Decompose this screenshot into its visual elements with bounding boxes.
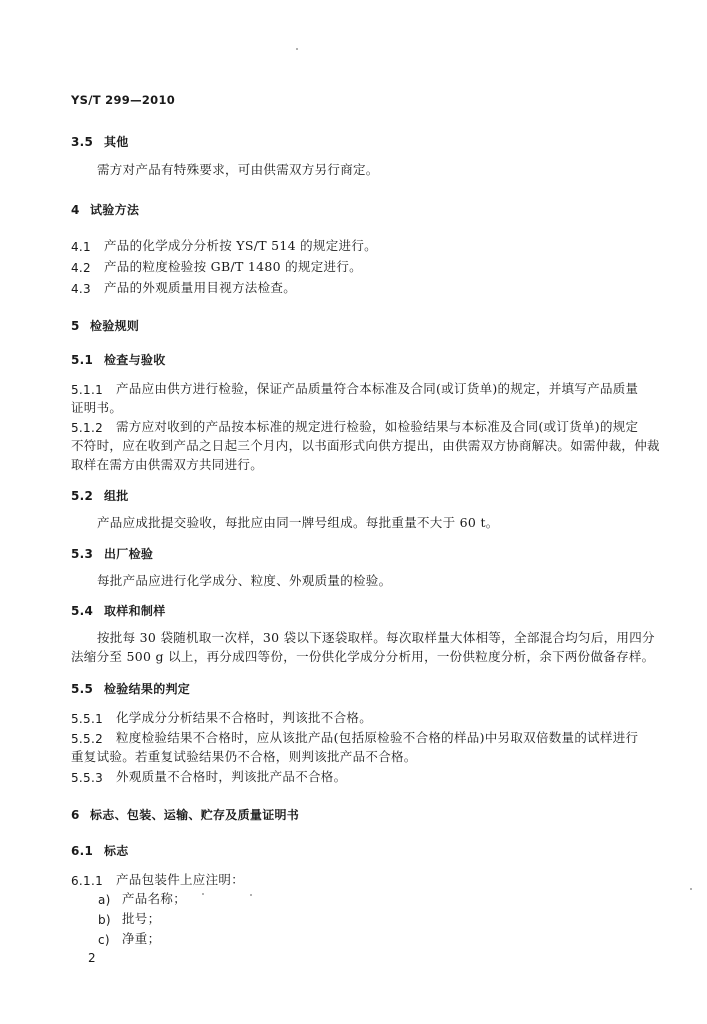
clause-number: 4.3 (71, 282, 91, 296)
paragraph: 每批产品应进行化学成分、粒度、外观质量的检验。 (97, 573, 392, 588)
section-title: 试验方法 (90, 203, 140, 217)
clause-text: 产品应由供方进行检验，保证产品质量符合本标准及合同(或订货单)的规定，并填写产品质量 (116, 381, 639, 396)
list-marker: a) (98, 893, 111, 907)
section-number: 5.5 (71, 682, 94, 696)
section-number: 5 (71, 319, 80, 333)
section-number: 4 (71, 203, 80, 217)
scan-speck (202, 893, 204, 895)
section-number: 5.2 (71, 489, 94, 503)
clause-text: 产品的外观质量用目视方法检查。 (104, 280, 297, 295)
clause-text: 重复试验。若重复试验结果仍不合格，则判该批产品不合格。 (71, 749, 417, 764)
section-title: 检验规则 (90, 319, 140, 333)
list-item: 批号； (122, 911, 161, 926)
clause-number: 5.1.2 (71, 421, 104, 435)
clause-text: 不符时，应在收到产品之日起三个月内，以书面形式向供方提出，由供需双方协商解决。如需仲裁，仲裁 (71, 438, 660, 453)
page-number: 2 (88, 951, 96, 965)
paragraph: 产品应成批提交验收，每批应由同一牌号组成。每批重量不大于 60 t。 (97, 515, 499, 530)
section-title: 其他 (104, 135, 129, 149)
clause-number: 4.2 (71, 261, 91, 275)
scan-speck (296, 48, 298, 50)
list-item: 净重； (122, 931, 161, 946)
section-number: 6.1 (71, 844, 94, 858)
clause-text: 产品的化学成分分析按 YS/T 514 的规定进行。 (104, 238, 377, 253)
clause-number: 5.1.1 (71, 383, 104, 397)
paragraph: 法缩分至 500 g 以上，再分成四等份，一份供化学成分分析用，一份供粒度分析，余下两份做备存样。 (71, 649, 655, 664)
clause-text: 化学成分分析结果不合格时，判该批不合格。 (116, 710, 373, 725)
clause-text: 产品包装件上应注明： (116, 872, 245, 887)
clause-number: 5.5.3 (71, 771, 104, 785)
section-number: 5.3 (71, 547, 94, 561)
list-marker: c) (98, 933, 110, 947)
section-title: 出厂检验 (104, 547, 154, 561)
clause-number: 5.5.2 (71, 732, 104, 746)
clause-text: 外观质量不合格时，判该批产品不合格。 (116, 769, 347, 784)
scan-speck (690, 888, 692, 890)
section-number: 3.5 (71, 135, 94, 149)
section-title: 组批 (104, 489, 129, 503)
clause-number: 6.1.1 (71, 874, 104, 888)
clause-number: 4.1 (71, 240, 91, 254)
clause-text: 粒度检验结果不合格时，应从该批产品(包括原检验不合格的样品)中另取双倍数量的试样进行 (116, 730, 639, 745)
paragraph: 按批每 30 袋随机取一次样，30 袋以下逐袋取样。每次取样量大体相等，全部混合均匀后，用四分 (97, 630, 655, 645)
clause-text: 产品的粒度检验按 GB/T 1480 的规定进行。 (104, 259, 362, 274)
section-title: 检查与验收 (104, 353, 166, 367)
section-title: 取样和制样 (104, 604, 166, 618)
list-marker: b) (98, 913, 111, 927)
clause-text: 取样在需方由供需双方共同进行。 (71, 457, 264, 472)
section-number: 5.4 (71, 604, 94, 618)
standard-code: YS/T 299—2010 (71, 93, 176, 107)
section-title: 标志、包装、运输、贮存及质量证明书 (90, 808, 300, 822)
section-title: 标志 (104, 844, 129, 858)
section-number: 6 (71, 808, 80, 822)
section-title: 检验结果的判定 (104, 682, 191, 696)
scan-speck (250, 894, 252, 896)
clause-text: 证明书。 (71, 400, 123, 415)
section-number: 5.1 (71, 353, 94, 367)
paragraph: 需方对产品有特殊要求，可由供需双方另行商定。 (97, 162, 379, 177)
list-item: 产品名称； (122, 891, 187, 906)
clause-text: 需方应对收到的产品按本标准的规定进行检验，如检验结果与本标准及合同(或订货单)的规定 (116, 419, 639, 434)
clause-number: 5.5.1 (71, 712, 104, 726)
